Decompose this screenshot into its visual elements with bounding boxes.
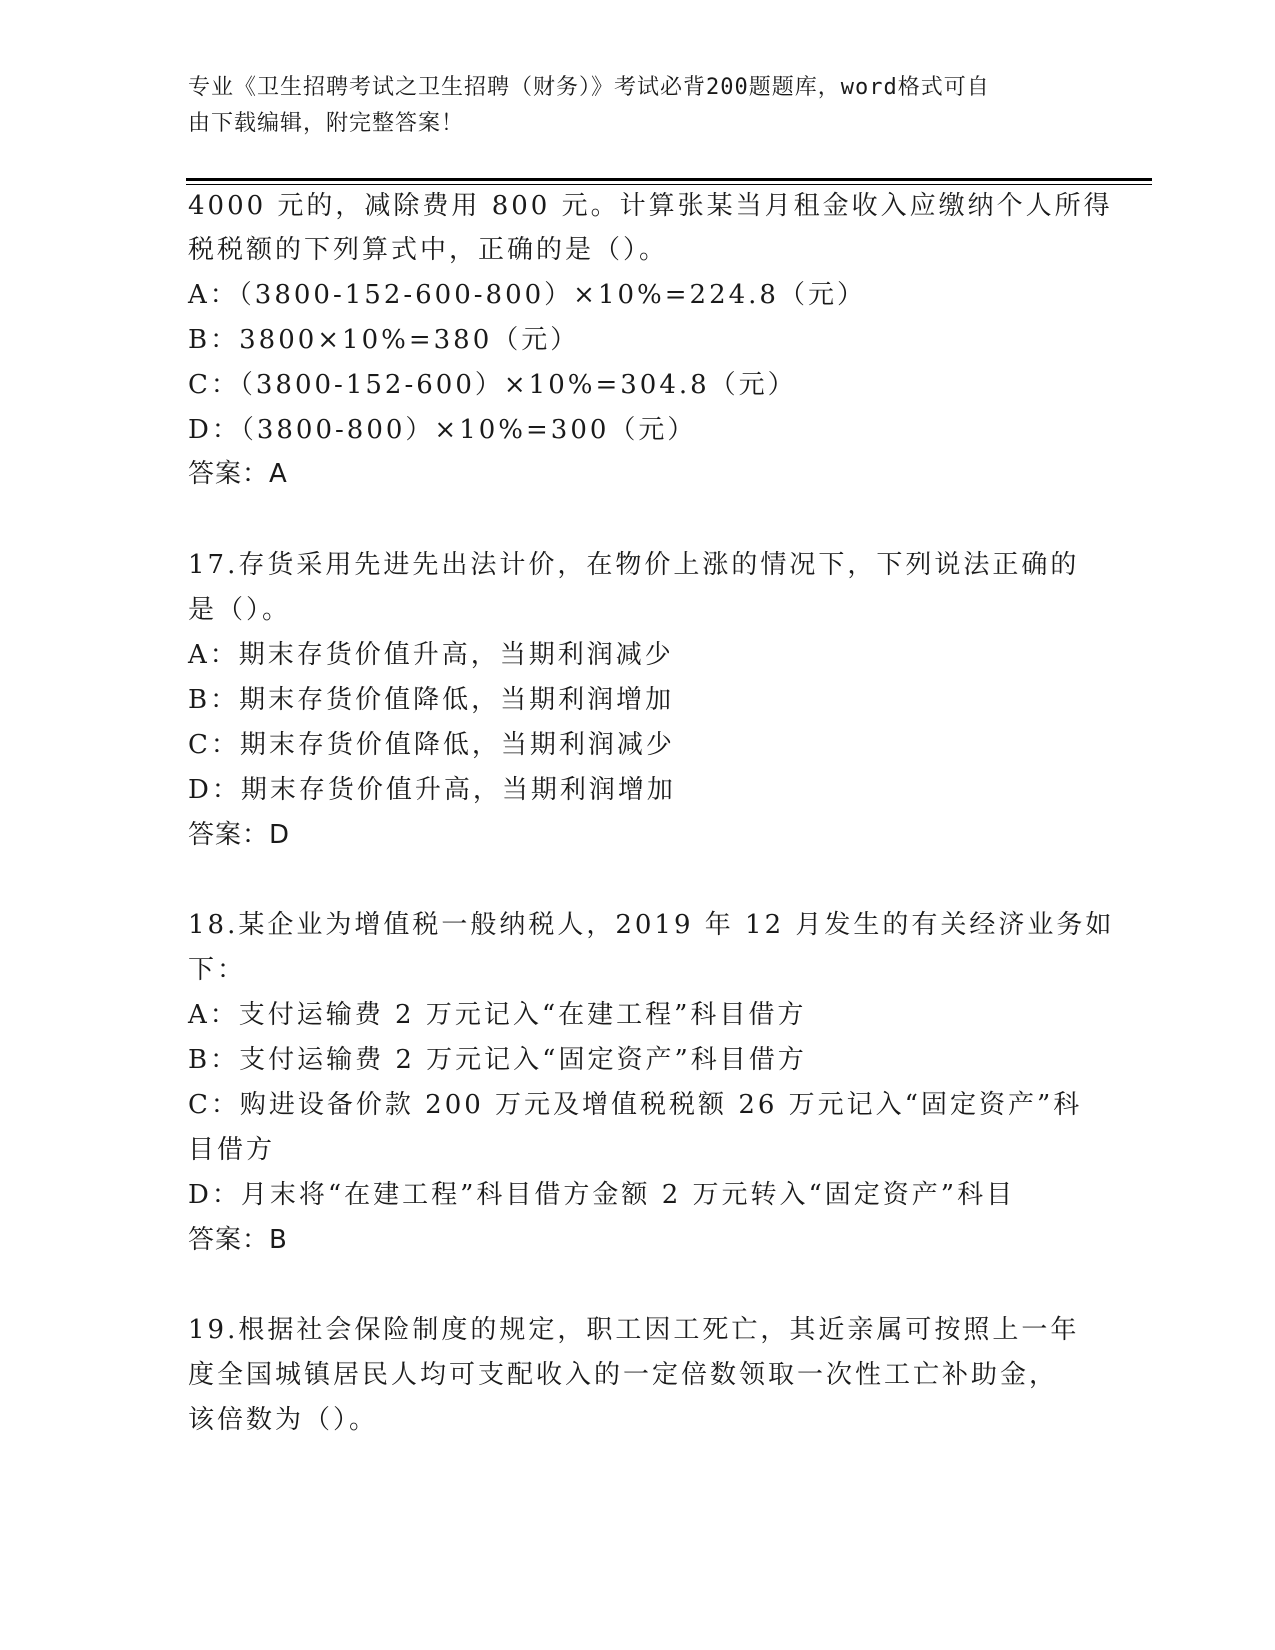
q18-option-b: B：支付运输费 2 万元记入“固定资产”科目借方 bbox=[188, 1045, 807, 1075]
q18-option-c-line-2: 目借方 bbox=[188, 1135, 276, 1165]
q18-option-a: A：支付运输费 2 万元记入“在建工程”科目借方 bbox=[188, 1000, 807, 1030]
header-title-line-2: 由下载编辑，附完整答案！ bbox=[188, 111, 465, 136]
q19-stem-line-3: 该倍数为（）。 bbox=[188, 1405, 379, 1435]
q17-stem-line-2: 是（）。 bbox=[188, 595, 292, 625]
q16-option-c: C：（3800-152-600）×10%=304.8（元） bbox=[188, 370, 797, 400]
q16-answer: 答案：A bbox=[188, 459, 288, 489]
q18-stem-line-2: 下： bbox=[188, 955, 247, 985]
q17-answer: 答案：D bbox=[188, 820, 291, 850]
q19-stem-line-1: 19.根据社会保险制度的规定，职工因工死亡，其近亲属可按照上一年 bbox=[188, 1315, 1080, 1345]
q16-option-a: A：（3800-152-600-800）×10%=224.8（元） bbox=[188, 280, 866, 310]
header-divider-thin bbox=[186, 184, 1152, 185]
q17-option-d: D：期末存货价值升高，当期利润增加 bbox=[188, 775, 676, 805]
q16-option-d: D：（3800-800）×10%=300（元） bbox=[188, 415, 697, 445]
header-divider-thick bbox=[186, 178, 1152, 181]
q17-option-b: B：期末存货价值降低，当期利润增加 bbox=[188, 685, 675, 715]
q19-stem-line-2: 度全国城镇居民人均可支配收入的一定倍数领取一次性工亡补助金， bbox=[188, 1360, 1059, 1390]
header-title-line-1: 专业《卫生招聘考试之卫生招聘（财务）》考试必背200题题库，word格式可自 bbox=[188, 75, 990, 100]
q18-stem-line-1: 18.某企业为增值税一般纳税人，2019 年 12 月发生的有关经济业务如 bbox=[188, 910, 1115, 940]
q17-stem-line-1: 17.存货采用先进先出法计价，在物价上涨的情况下，下列说法正确的 bbox=[188, 550, 1080, 580]
q16-stem-line-2: 税税额的下列算式中，正确的是（）。 bbox=[188, 235, 669, 265]
q16-option-b: B：3800×10%=380（元） bbox=[188, 325, 580, 355]
q17-option-a: A：期末存货价值升高，当期利润减少 bbox=[188, 640, 674, 670]
q16-stem-line-1: 4000 元的，减除费用 800 元。计算张某当月租金收入应缴纳个人所得 bbox=[188, 191, 1113, 221]
document-header bbox=[188, 70, 1068, 142]
q17-option-c: C：期末存货价值降低，当期利润减少 bbox=[188, 730, 675, 760]
q18-option-d: D：月末将“在建工程”科目借方金额 2 万元转入“固定资产”科目 bbox=[188, 1180, 1016, 1210]
q18-answer: 答案：B bbox=[188, 1225, 288, 1255]
q18-option-c-line-1: C：购进设备价款 200 万元及增值税税额 26 万元记入“固定资产”科 bbox=[188, 1090, 1083, 1120]
